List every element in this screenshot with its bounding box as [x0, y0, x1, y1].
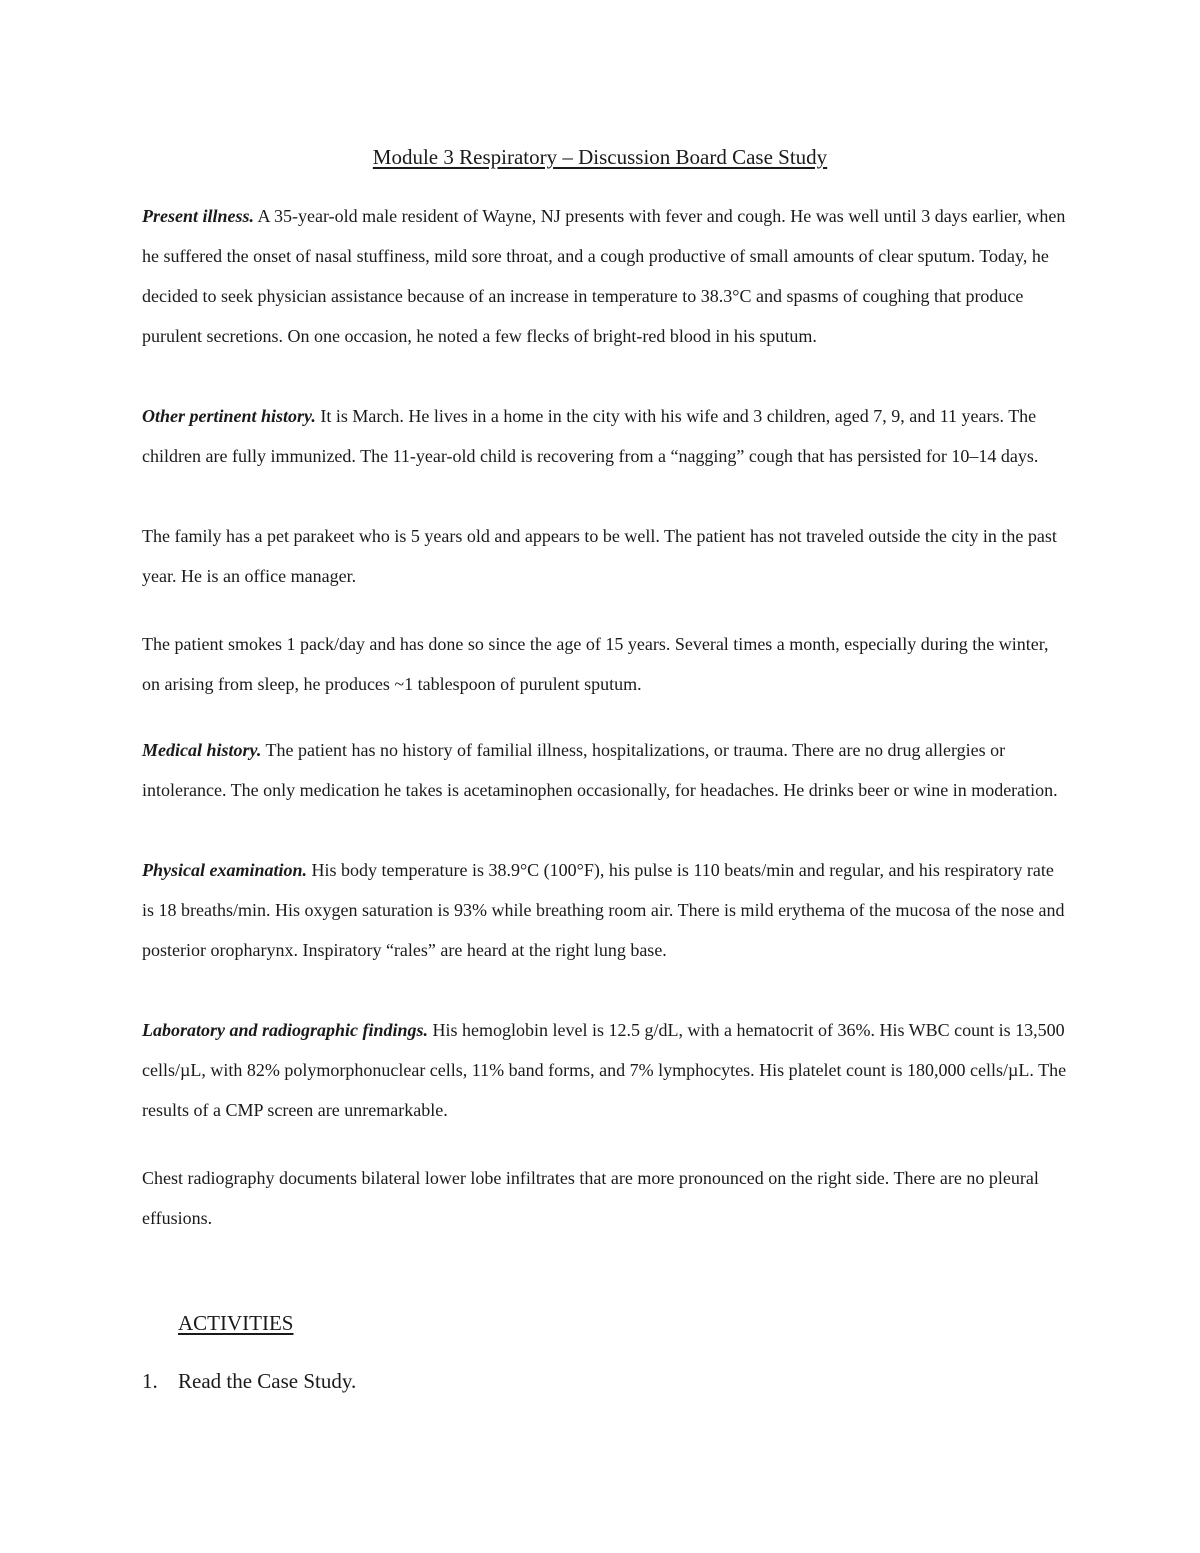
medical-history-text: The patient has no history of familial illness, hospitalizations, or trauma. There are no drug allergies or intolerance. The only medication he takes is acetaminophen occasionally, for headaches. He drinks beer or wine in moderation. [142, 740, 1058, 800]
document-title: Module 3 Respiratory – Discussion Board Case Study [372, 145, 828, 169]
medical-history-paragraph [142, 730, 1067, 810]
smoking-paragraph: The patient smokes 1 pack/day and has done so since the age of 15 years. Several times a month, especially during the winter, on arising from sleep, he produces ~1 tablespoon of purulent sputum. [142, 634, 1049, 694]
other-history-text: It is March. He lives in a home in the city with his wife and 3 children, aged 7, 9, and 11 years. The children are fully immunized. The 11-year-old child is recovering from a “nagging” cough that has persisted for 10–14 days. [142, 406, 1039, 466]
physical-exam-paragraph [142, 850, 1067, 970]
physical-exam-heading: Physical examination. [142, 860, 308, 880]
present-illness-paragraph [142, 196, 1067, 356]
family-pet-paragraph: The family has a pet parakeet who is 5 years old and appears to be well. The patient has not traveled outside the city in the past year. He is an office manager. [142, 526, 1057, 586]
lab-findings-text: His hemoglobin level is 12.5 g/dL, with a hematocrit of 36%. His WBC count is 13,500 cells/µL, with 82% polymorphonuclear cells, 11% band forms, and 7% lymphocytes. His platelet count is 180,000 cells/µL. The results of a CMP screen are unremarkable. [142, 1020, 1067, 1120]
other-history-paragraph [142, 396, 1067, 476]
other-history-heading: Other pertinent history. [142, 406, 316, 426]
activity-list-item [142, 1366, 356, 1396]
medical-history-heading: Medical history. [142, 740, 262, 760]
lab-findings-heading: Laboratory and radiographic findings. [142, 1020, 429, 1040]
chest-radiography-paragraph: Chest radiography documents bilateral lower lobe infiltrates that are more pronounced on the right side. There are no pleural effusions. [142, 1168, 1039, 1228]
activity-number: 1. [142, 1369, 158, 1393]
activities-heading: ACTIVITIES [178, 1311, 294, 1335]
present-illness-text: A 35-year-old male resident of Wayne, NJ presents with fever and cough. He was well until 3 days earlier, when he suffered the onset of nasal stuffiness, mild sore throat, and a cough productive of small amounts of clear sputum. Today, he decided to seek physician assistance because of an increase in temperature to 38.3°C and spasms of coughing that produce purulent secretions. On one occasion, he noted a few flecks of bright-red blood in his sputum. [142, 206, 1066, 346]
present-illness-heading: Present illness. [142, 206, 255, 226]
activity-text: Read the Case Study. [178, 1369, 357, 1393]
physical-exam-text: His body temperature is 38.9°C (100°F), his pulse is 110 beats/min and regular, and his respiratory rate is 18 breaths/min. His oxygen saturation is 93% while breathing room air. There is mild erythema of the mucosa of the nose and posterior oropharynx. Inspiratory “rales” are heard at the right lung base. [142, 860, 1065, 960]
lab-findings-paragraph [142, 1010, 1067, 1130]
